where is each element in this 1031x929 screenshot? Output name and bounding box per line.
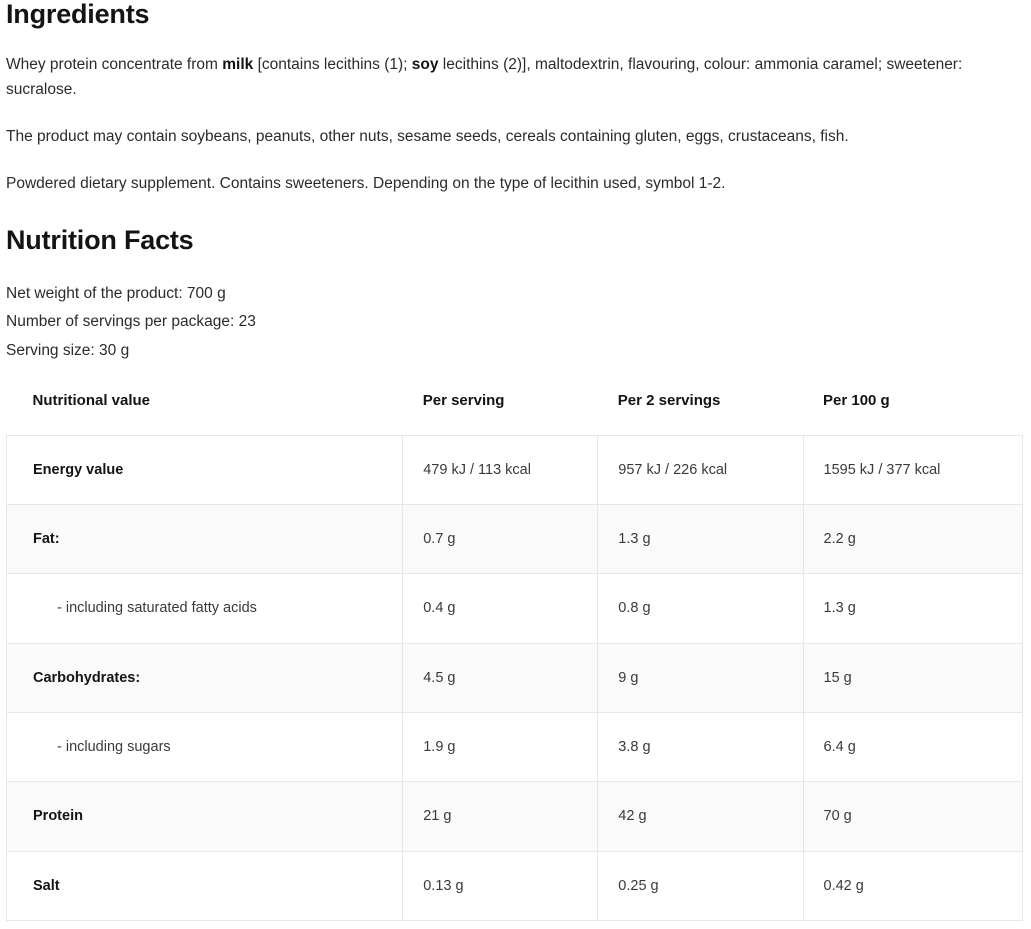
table-row xyxy=(7,435,1023,504)
row-value-per-100g: 15 g xyxy=(803,643,1022,712)
row-value-per-serving: 0.7 g xyxy=(403,505,598,574)
allergen-milk: milk xyxy=(222,55,254,73)
row-label: Salt xyxy=(7,851,403,920)
row-value-per-2-servings: 0.8 g xyxy=(598,574,803,643)
ingredients-heading: Ingredients xyxy=(6,0,150,29)
row-value-per-serving: 0.13 g xyxy=(403,851,598,920)
table-header-row xyxy=(7,392,1023,436)
row-value-per-2-servings: 3.8 g xyxy=(598,713,803,782)
table-row xyxy=(7,713,1023,782)
ingredients-text-pre: Whey protein concentrate from xyxy=(6,55,223,73)
row-value-per-serving: 4.5 g xyxy=(403,643,598,712)
row-value-per-100g: 1.3 g xyxy=(803,574,1022,643)
may-contain-paragraph: The product may contain soybeans, peanuts, other nuts, sesame seeds, cereals containing gluten, eggs, crustaceans, fish. xyxy=(6,127,849,145)
row-value-per-100g: 70 g xyxy=(803,782,1022,851)
row-value-per-serving: 1.9 g xyxy=(403,713,598,782)
row-value-per-serving: 21 g xyxy=(403,782,598,851)
serving-info xyxy=(6,280,1023,366)
row-value-per-serving: 479 kJ / 113 kcal xyxy=(403,435,598,504)
row-value-per-2-servings: 9 g xyxy=(598,643,803,712)
header-per-2-servings: Per 2 servings xyxy=(617,391,721,409)
row-label: Energy value xyxy=(7,435,403,504)
table-row xyxy=(7,851,1023,920)
row-value-per-2-servings: 957 kJ / 226 kcal xyxy=(598,435,803,504)
row-label: - including sugars xyxy=(7,713,403,782)
row-value-per-2-servings: 0.25 g xyxy=(598,851,803,920)
table-row xyxy=(7,505,1023,574)
ingredients-text-mid: [contains lecithins (1); xyxy=(253,55,412,73)
table-row xyxy=(7,782,1023,851)
row-value-per-2-servings: 1.3 g xyxy=(598,505,803,574)
row-label: - including saturated fatty acids xyxy=(7,574,403,643)
nutrition-table-head xyxy=(7,392,1023,436)
row-value-per-serving: 0.4 g xyxy=(403,574,598,643)
table-row xyxy=(7,574,1023,643)
row-label: Protein xyxy=(7,782,403,851)
row-value-per-100g: 2.2 g xyxy=(803,505,1022,574)
header-per-100g: Per 100 g xyxy=(823,391,890,409)
row-value-per-100g: 1595 kJ / 377 kcal xyxy=(803,435,1022,504)
header-per-serving: Per serving xyxy=(422,391,505,409)
supplement-note-paragraph: Powdered dietary supplement. Contains sweeteners. Depending on the type of lecithin used, symbol 1-2. xyxy=(6,175,726,193)
nutrition-table xyxy=(6,392,1023,921)
header-nutritional-value: Nutritional value xyxy=(32,391,151,409)
row-value-per-100g: 6.4 g xyxy=(803,713,1022,782)
ingredients-text-post: lecithins (2)], maltodextrin, flavouring, colour: ammonia caramel; sweetener: sucralose. xyxy=(6,55,963,98)
ingredients-paragraph xyxy=(6,52,1023,102)
row-label: Fat: xyxy=(7,505,403,574)
row-value-per-100g: 0.42 g xyxy=(803,851,1022,920)
servings-per-package-line: Number of servings per package: 23 xyxy=(6,313,256,331)
nutrition-table-body xyxy=(7,435,1023,920)
serving-size-line: Serving size: 30 g xyxy=(6,342,130,360)
nutrition-facts-heading: Nutrition Facts xyxy=(6,225,194,256)
row-value-per-2-servings: 42 g xyxy=(598,782,803,851)
net-weight-line: Net weight of the product: 700 g xyxy=(6,284,226,302)
table-row xyxy=(7,643,1023,712)
row-label: Carbohydrates: xyxy=(7,643,403,712)
allergen-soy: soy xyxy=(411,55,439,73)
